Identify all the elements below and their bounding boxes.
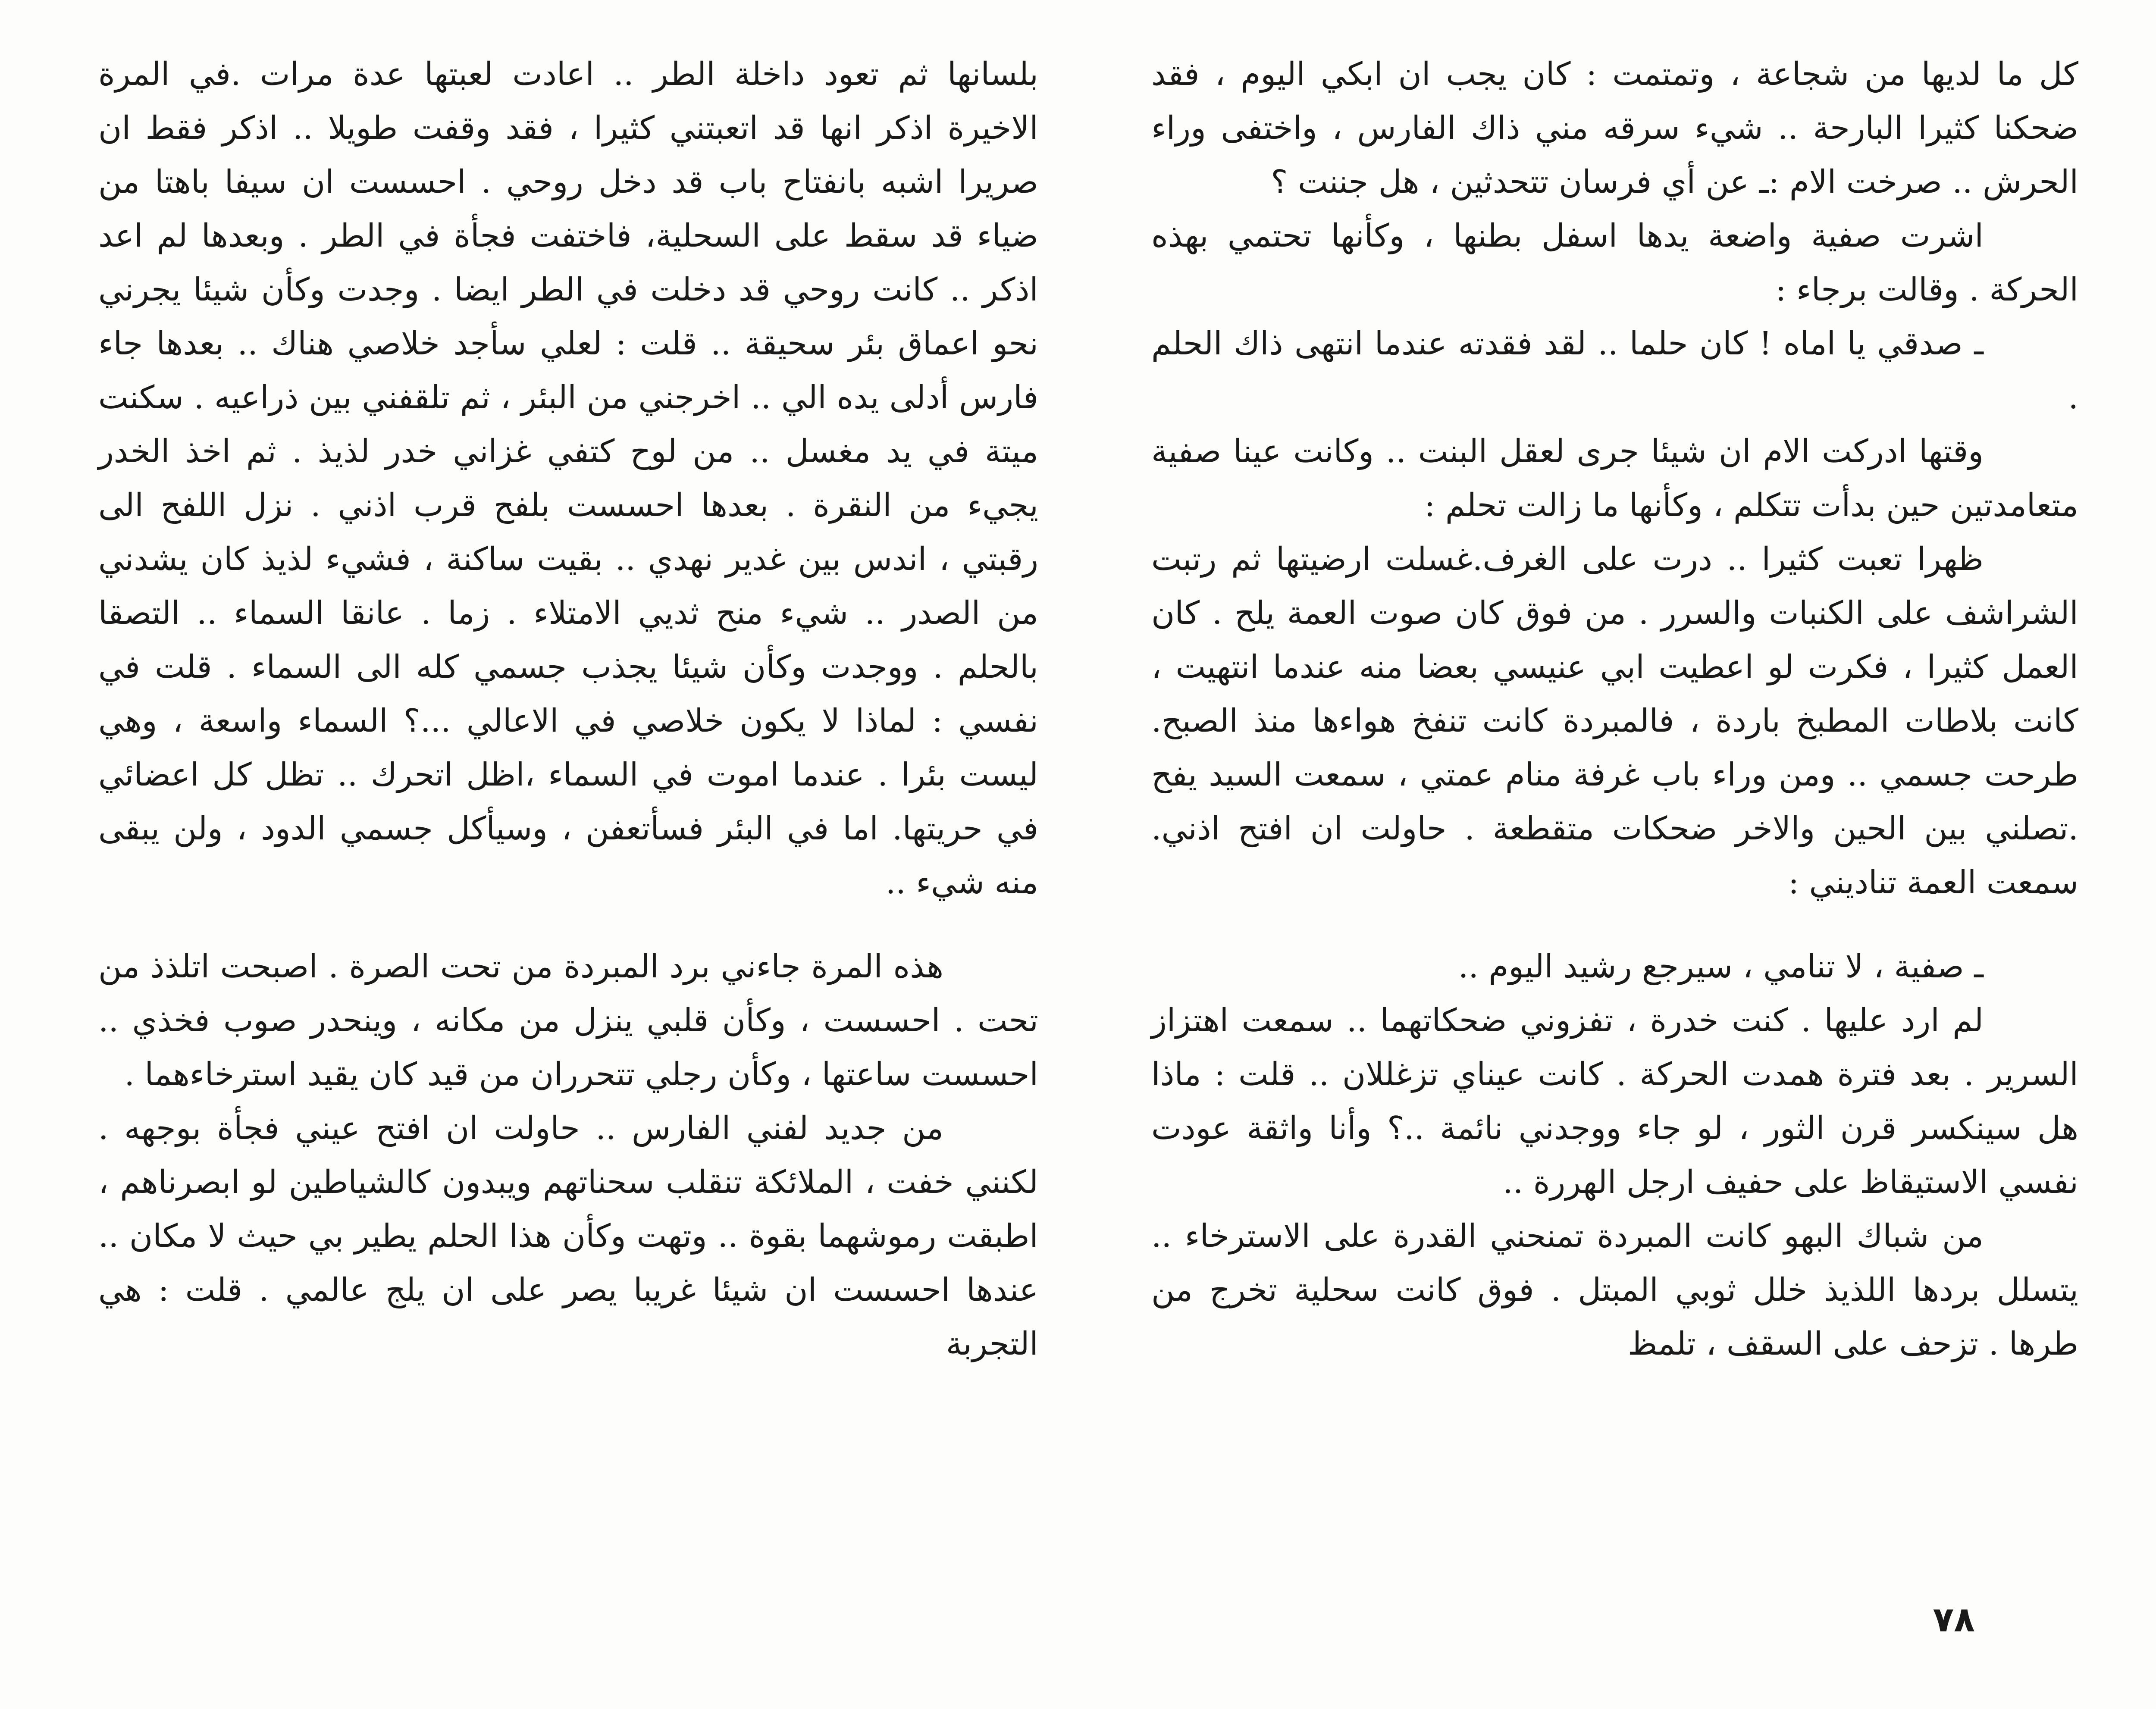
paragraph: بلسانها ثم تعود داخلة الطر .. اعادت لعبتها عدة مرات .في المرة الاخيرة اذكر انها قد اتعبتني كثيرا ، فقد وقفت طويلا .. اذكر فقط ان صريرا اشبه بانفتاح باب قد دخل روحي . احسست ان سيفا باهتا من ضياء قد سقط على السحلية، فاختفت فجأة في الطر . وبعدها لم اعد اذكر .. كانت روحي قد دخلت في الطر ايضا . وجدت وكأن شيئا يجرني نحو اعماق بئر سحيقة .. قلت : لعلي سأجد خلاصي هناك .. بعدها جاء فارس أدلى يده الي .. اخرجني من البئر ، ثم تلقفني بين ذراعيه . سكنت ميتة في يد مغسل .. من لوح كتفي غزاني خدر لذيذ . ثم اخذ الخدر يجيء من النقرة . بعدها احسست بلفح قرب اذني . نزل اللفح الى رقبتي ، اندس بين غدير نهدي .. بقيت ساكنة ، فشيء لذيذ كان يشدني من الصدر .. شيء منح ثديي الامتلاء . زما . عانقا السماء .. التصقا بالحلم . ووجدت وكأن شيئا يجذب جسمي كله الى السماء . قلت في نفسي : لماذا لا يكون خلاصي في الاعالي ...؟ السماء واسعة ، وهي ليست بئرا . عندما اموت في السماء ،اظل اتحرك .. تظل كل اعضائي في حريتها. اما في البئر فسأتعفن ، وسيأكل جسمي الدود ، ولن يبقى منه شيء .. bbox=[98, 56, 1038, 901]
paragraph: ظهرا تعبت كثيرا .. درت على الغرف.غسلت ارضيتها ثم رتبت الشراشف على الكنبات والسرر . من فوق كان صوت العمة يلح . كان العمل كثيرا ، فكرت لو اعطيت ابي عنيسي بعضا منه عندما انتهيت ، كانت بلاطات المطبخ باردة ، فالمبردة كانت تنفخ هواءها منذ الصبح. طرحت جسمي .. ومن وراء باب غرفة منام عمتي ، سمعت السيد يفح .تصلني بين الحين والاخر ضحكات متقطعة . حاولت ان افتح اذني. سمعت العمة تناديني : bbox=[1151, 541, 2078, 901]
paragraph: وقتها ادركت الام ان شيئا جرى لعقل البنت .. وكانت عينا صفية متعامدتين حين بدأت تتكلم ، وكأنها ما زالت تحلم : bbox=[1151, 433, 2078, 524]
paragraph: كل ما لديها من شجاعة ، وتمتمت : كان يجب ان ابكي اليوم ، فقد ضحكنا كثيرا البارحة .. شيء سرقه مني ذاك الفارس ، واختفى وراء الحرش .. صرخت الام :ـ عن أي فرسان تتحدثين ، هل جننت ؟ bbox=[1151, 56, 2078, 200]
paragraph: ـ صدقي يا اماه ! كان حلما .. لقد فقدته عندما انتهى ذاك الحلم . bbox=[1151, 325, 2078, 416]
paragraph: هذه المرة جاءني برد المبردة من تحت الصرة . اصبحت اتلذذ من تحت . احسست ، وكأن قلبي ينزل من مكانه ، وينحدر صوب فخذي .. احسست ساعتها ، وكأن رجلي تتحرران من قيد كان يقيد استرخاءهما . bbox=[98, 948, 1038, 1093]
paragraph: ـ صفية ، لا تنامي ، سيرجع رشيد اليوم .. bbox=[1458, 948, 1984, 985]
paragraph: من جديد لفني الفارس .. حاولت ان افتح عيني فجأة بوجهه . لكنني خفت ، الملائكة تنقلب سحناتهم ويبدون كالشياطين لو ابصرناهم ، اطبقت رموشهما بقوة .. وتهت وكأن هذا الحلم يطير بي حيث لا مكان .. عندها احسست ان شيئا غريبا يصر على ان يلج عالمي . قلت : هي التجربة bbox=[98, 1110, 1038, 1362]
paragraph: من شباك البهو كانت المبردة تمنحني القدرة على الاسترخاء .. يتسلل بردها اللذيذ خلل ثوبي المبتل . فوق كانت سحلية تخرج من طرها . تزحف على السقف ، تلمظ bbox=[1151, 1218, 2078, 1362]
paragraph: لم ارد عليها . كنت خدرة ، تفزوني ضحكاتهما .. سمعت اهتزاز السرير . بعد فترة همدت الحركة . كانت عيناي تزغللان .. قلت : ماذا هل سينكسر قرن الثور ، لو جاء ووجدني نائمة ..؟ وأنا واثقة عودت نفسي الاستيقاظ على حفيف ارجل الهررة .. bbox=[1151, 1002, 2078, 1201]
paragraph: اشرت صفية واضعة يدها اسفل بطنها ، وكأنها تحتمي بهذه الحركة . وقالت برجاء : bbox=[1151, 217, 2078, 308]
right-page-column bbox=[1151, 47, 2078, 1371]
left-page-column bbox=[98, 47, 1038, 1371]
page-number: ٧٨ bbox=[1933, 1599, 1975, 1640]
